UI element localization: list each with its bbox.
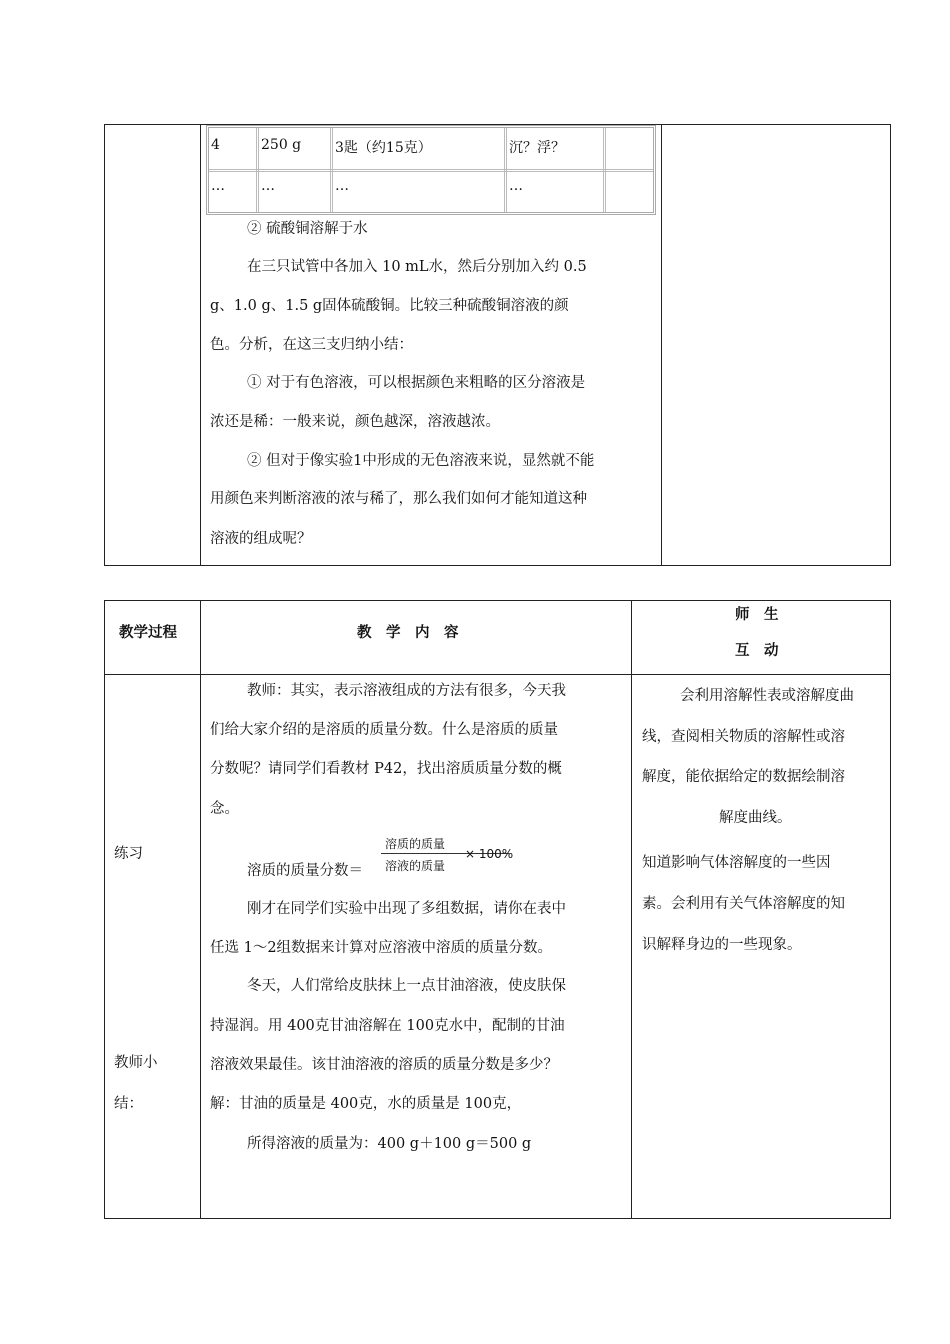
label-teacher-summary-cont: 结： bbox=[114, 1096, 143, 1112]
table-cell: … bbox=[335, 178, 349, 194]
interaction-line: 会利用溶解性表或溶解度曲 bbox=[680, 688, 854, 704]
content-line: 念。 bbox=[210, 801, 239, 817]
interaction-line: 线，查阅相关物质的溶解性或溶 bbox=[642, 729, 845, 745]
text-line: 用颜色来判断溶液的浓与稀了，那么我们如何才能知道这种 bbox=[210, 491, 587, 507]
header-teaching-content: 教 学 内 容 bbox=[357, 624, 459, 641]
table-cell: 4 bbox=[211, 137, 220, 153]
interaction-line: 识解释身边的一些现象。 bbox=[642, 937, 802, 953]
table-cell: … bbox=[211, 178, 225, 194]
row-divider bbox=[209, 169, 653, 172]
content-line: 冬天，人们常给皮肤抹上一点甘油溶液，使皮肤保 bbox=[247, 978, 566, 994]
upper-table bbox=[104, 124, 891, 566]
interaction-line: 解度曲线。 bbox=[719, 810, 792, 826]
interaction-line: 知道影响气体溶解度的一些因 bbox=[642, 855, 831, 871]
text-line: ① 对于有色溶液，可以根据颜色来粗略的区分溶液是 bbox=[247, 375, 586, 391]
content-line: 任选 1～2组数据来计算对应溶液中溶质的质量分数。 bbox=[210, 940, 553, 956]
content-line: 所得溶液的质量为：400 g＋100 g＝500 g bbox=[247, 1136, 532, 1152]
column-divider bbox=[603, 128, 606, 212]
column-divider bbox=[661, 125, 662, 565]
content-line: 解：甘油的质量是 400克，水的质量是 100克， bbox=[210, 1096, 522, 1112]
column-divider bbox=[200, 125, 201, 565]
content-line: 持湿润。用 400克甘油溶解在 100克水中，配制的甘油 bbox=[210, 1018, 565, 1034]
interaction-line: 解度，能依据给定的数据绘制溶 bbox=[642, 769, 845, 785]
content-line: 刚才在同学们实验中出现了多组数据，请你在表中 bbox=[247, 901, 566, 917]
table-cell: 3匙（约15克） bbox=[335, 140, 432, 156]
lower-table bbox=[104, 600, 891, 1219]
header-divider bbox=[105, 674, 890, 675]
table-cell: … bbox=[261, 178, 275, 194]
column-divider bbox=[256, 128, 259, 212]
column-divider bbox=[330, 128, 333, 212]
content-line: 溶液效果最佳。该甘油溶液的溶质的质量分数是多少？ bbox=[210, 1057, 558, 1073]
formula-multiplier: × 100% bbox=[465, 847, 514, 861]
content-line: 分数呢？请同学们看教材 P42，找出溶质质量分数的概 bbox=[210, 761, 562, 777]
text-line: ② 但对于像实验1中形成的无色溶液来说，显然就不能 bbox=[247, 453, 595, 469]
formula-numerator: 溶质的质量 bbox=[385, 837, 446, 851]
content-line: 们给大家介绍的是溶质的质量分数。什么是溶质的质量 bbox=[210, 722, 558, 738]
interaction-line: 素。会利用有关气体溶解度的知 bbox=[642, 896, 845, 912]
label-teacher-summary: 教师小 bbox=[114, 1055, 158, 1071]
header-teaching-process: 教学过程 bbox=[119, 624, 177, 641]
text-line: g、1.0 g、1.5 g固体硫酸铜。比较三种硫酸铜溶液的颜 bbox=[210, 298, 569, 314]
table-cell: … bbox=[509, 178, 523, 194]
table-cell: 沉？浮？ bbox=[509, 140, 565, 156]
column-divider bbox=[631, 601, 632, 1218]
header-interaction: 互 动 bbox=[735, 642, 779, 659]
header-teacher-student: 师 生 bbox=[735, 606, 779, 623]
text-line: ② 硫酸铜溶解于水 bbox=[247, 221, 368, 237]
column-divider bbox=[504, 128, 507, 212]
column-divider bbox=[200, 601, 201, 1218]
text-line: 色。分析，在这三支归纳小结： bbox=[210, 337, 413, 353]
experiment-data-table bbox=[206, 125, 656, 215]
label-practice: 练习 bbox=[114, 846, 143, 862]
formula-label: 溶质的质量分数＝ bbox=[247, 863, 363, 879]
content-line: 教师：其实，表示溶液组成的方法有很多，今天我 bbox=[247, 683, 566, 699]
formula-denominator: 溶液的质量 bbox=[385, 859, 446, 873]
mass-fraction-formula bbox=[381, 833, 521, 877]
text-line: 溶液的组成呢？ bbox=[210, 531, 312, 547]
text-line: 浓还是稀：一般来说，颜色越深，溶液越浓。 bbox=[210, 414, 500, 430]
table-cell: 250 g bbox=[261, 137, 302, 153]
text-line: 在三只试管中各加入 10 mL水，然后分别加入约 0.5 bbox=[247, 259, 587, 275]
